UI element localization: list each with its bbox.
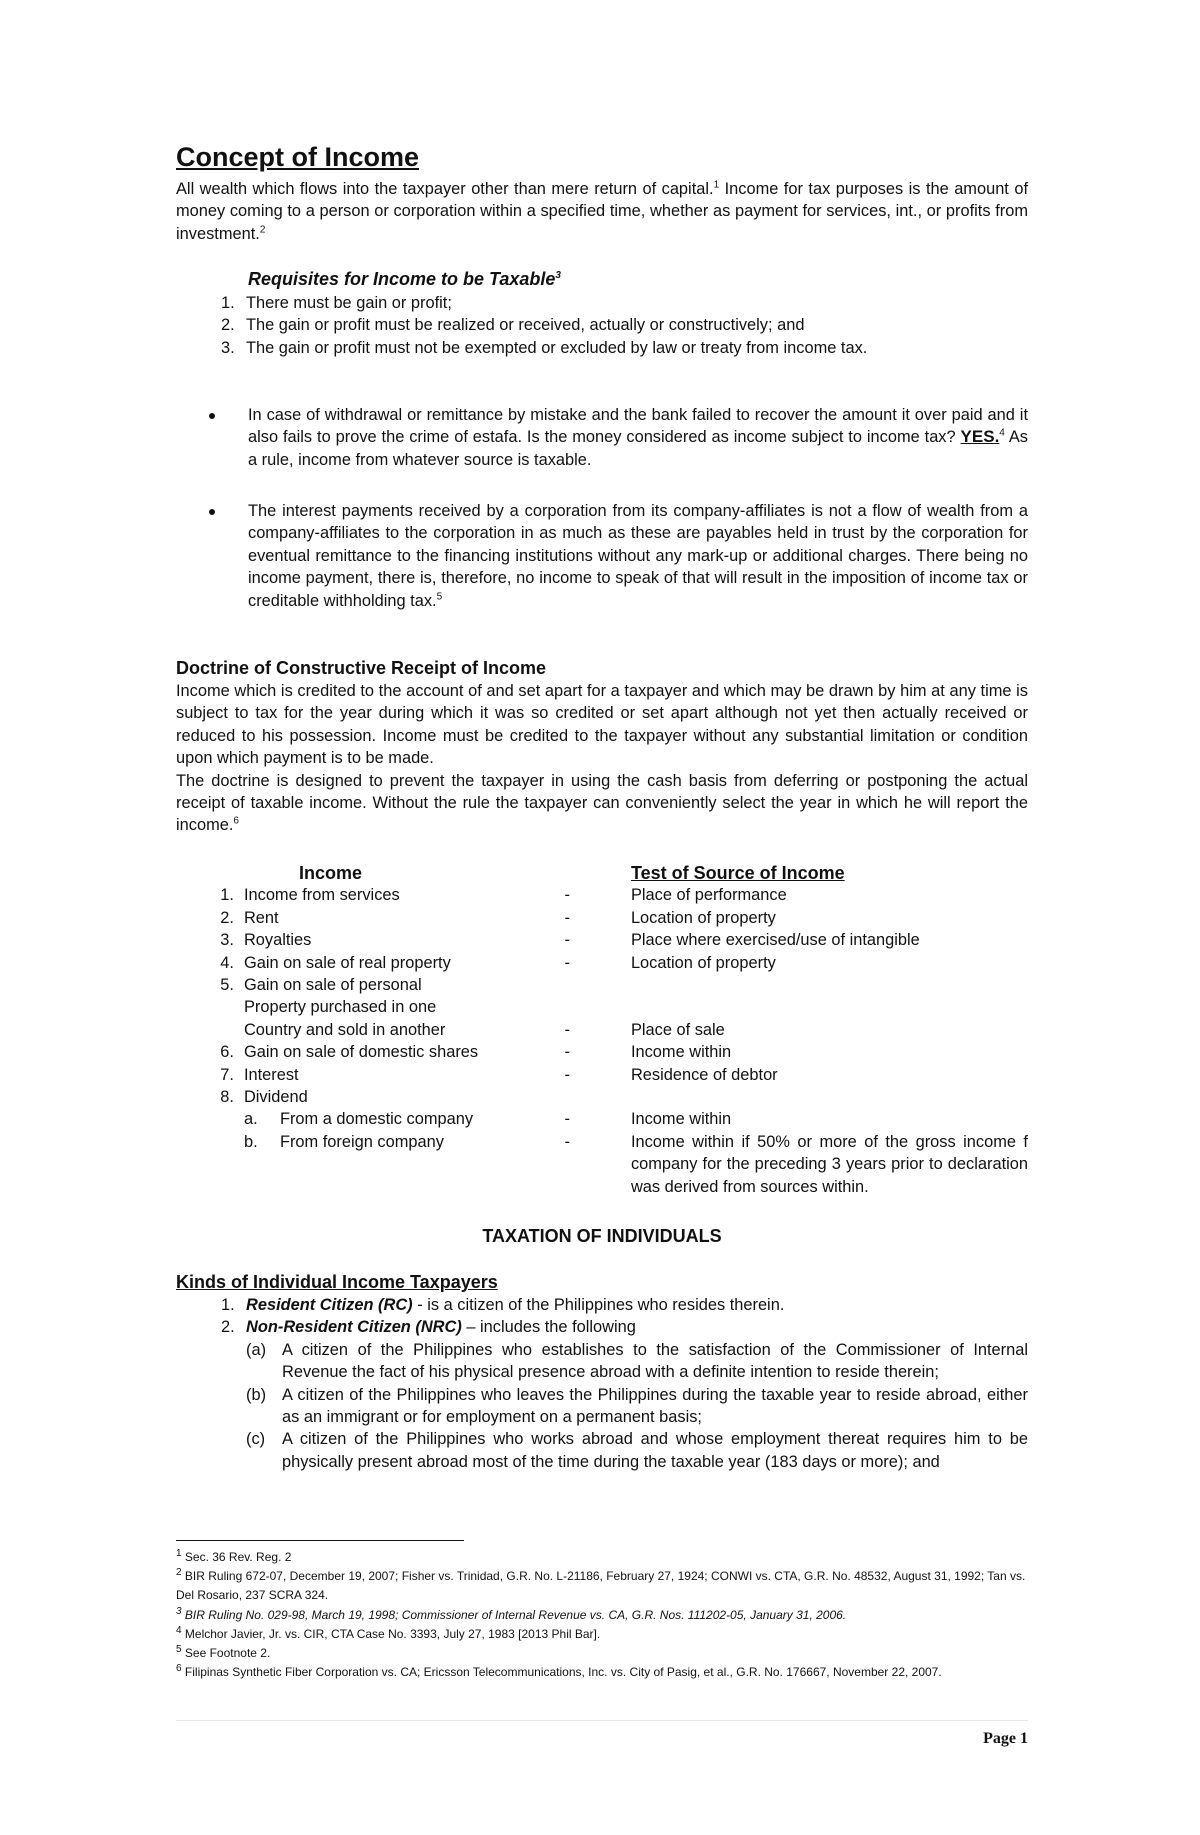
requisites-heading: Requisites for Income to be Taxable$^3$ bbox=[248, 269, 561, 289]
table-row: 4. Gain on sale of real property - Location of property bbox=[220, 953, 776, 972]
paragraph: The doctrine is designed to prevent the taxpayer in using the cash basis from deferring or postponing the actual receipt of taxable income. Without the rule the taxpayer can conveniently select the year in which he will report the income.$^6$ bbox=[176, 771, 1028, 835]
table-row: 1. Income from services - Place of performance bbox=[220, 886, 787, 905]
column-header-test: Test of Source of Income bbox=[630, 863, 845, 883]
page-title: Concept of Income bbox=[176, 142, 420, 172]
kinds-section bbox=[176, 1270, 1028, 1473]
list-item: (b) A citizen of the Philippines who leaves the Philippines during the taxable year to reside abroad, either as an immigrant or for employment on a permanent basis; bbox=[246, 1385, 1028, 1427]
footnote-ref[interactable]: 1 bbox=[713, 179, 720, 191]
footnote-ref[interactable]: 6 bbox=[233, 815, 239, 827]
footnote: $^1$ Sec. 36 Rev. Reg. 2 bbox=[176, 1548, 292, 1564]
doctrine-section bbox=[176, 656, 1028, 837]
table-row: b. From foreign company - Income within if 50% or more of the gross income f company for the preceding 3 years prior to declaration was derived from sources within. bbox=[243, 1132, 1028, 1196]
intro-text: Income for tax purposes is the amount of money coming to a person or corporation within a specified time, whether as payment for services, int., or profits from investment. bbox=[176, 180, 1028, 243]
table-row: Country and sold in another - Place of sale bbox=[243, 1020, 725, 1039]
table-row: 5. Gain on sale of personal bbox=[220, 976, 422, 995]
table-row: 8. Dividend bbox=[220, 1088, 308, 1107]
list-item: (c) A citizen of the Philippines who works abroad and whose employment thereat requires him to be physically present abroad most of the time during the taxable year (183 days or more); and bbox=[246, 1430, 1028, 1471]
footnote-ref[interactable]: 2 bbox=[259, 224, 266, 236]
footnote-ref[interactable]: 4 bbox=[999, 427, 1005, 439]
column-header-income: Income bbox=[298, 863, 362, 883]
section-heading: Kinds of Individual Income Taxpayers bbox=[176, 1272, 498, 1292]
bullet-icon bbox=[209, 413, 215, 419]
list-item: (a) A citizen of the Philippines who establishes to the satisfaction of the Commissioner of Internal Revenue the fact of his physical presence abroad with a definite intention to reside therein; bbox=[246, 1340, 1028, 1382]
list-item: 1. There must be gain or profit; bbox=[221, 294, 452, 312]
footnote: $^5$ See Footnote 2. bbox=[176, 1644, 271, 1661]
list-item: 2. Non-Resident Citizen (NRC) – includes the following bbox=[221, 1318, 636, 1337]
footnote-ref[interactable]: 3 bbox=[555, 270, 561, 281]
footnote-divider bbox=[176, 1540, 464, 1541]
page-number: Page 1 bbox=[983, 1730, 1028, 1747]
footnote-ref[interactable]: 5 bbox=[436, 591, 443, 603]
table-row: 6. Gain on sale of domestic shares - Income within bbox=[220, 1043, 732, 1062]
table-row: 3. Royalties - Place where exercised/use of intangible bbox=[220, 931, 920, 950]
list-item: 2. The gain or profit must be realized or received, actually or constructively; and bbox=[221, 316, 805, 335]
footnotes bbox=[176, 1548, 1028, 1682]
table-row: Property purchased in one bbox=[243, 998, 437, 1017]
table-row: a. From a domestic company - Income within bbox=[243, 1110, 732, 1129]
footnote: $^3$ BIR Ruling No. 029-98, March 19, 1998; Commissioner of Internal Revenue vs. CA, G.R. Nos. 111202-05, January 31, 2006. bbox=[176, 1605, 847, 1622]
footnote: $^2$ BIR Ruling 672-07, December 19, 2007; Fisher vs. Trinidad, G.R. No. L-21186, February 27, 1924; CONWI vs. CTA, G.R. No. 48532, August 31, 1992; Tan vs. Del Rosario, 237 SCRA 324. bbox=[176, 1567, 1026, 1603]
bullet-item: The interest payments received by a corporation from its company-affiliates is not a flow of wealth from a company-affiliates to the corporation in as much as these are payables held in trust by the corporation for eventual remittance to the financing institutions without any mark-up or additional charges. There being no income payment, there is, therefore, no income to speak of that will result in the imposition of income tax or creditable withholding tax.$^5$ bbox=[176, 500, 1028, 612]
intro-text: All wealth which flows into the taxpayer other than mere return of capital. bbox=[176, 180, 714, 198]
requisites-list bbox=[176, 292, 1028, 359]
list-item: 1. Resident Citizen (RC) - is a citizen of the Philippines who resides therein. bbox=[221, 1296, 785, 1314]
table-row: 2. Rent - Location of property bbox=[220, 908, 776, 927]
paragraph: Income which is credited to the account of and set apart for a taxpayer and which may be drawn by him at any time is subject to tax for the year during which it was so credited or set apart although not yet then actually received or reduced to his possession. Income must be credited to the taxpayer without any substantial limitation or condition upon which payment is to be made. bbox=[176, 682, 1028, 768]
table-row: 7. Interest - Residence of debtor bbox=[220, 1065, 778, 1084]
bullet-item: In case of withdrawal or remittance by mistake and the bank failed to recover the amount it over paid and it also fails to prove the crime of estafa. Is the money considered as income subject to income tax? YES.$^4$ As a rule, income from whatever source is taxable. bbox=[176, 404, 1028, 471]
yes-answer: YES bbox=[960, 427, 995, 447]
page-footer-divider bbox=[176, 1720, 1028, 1721]
source-table bbox=[176, 862, 1028, 1198]
footnote: $^6$ Filipinas Synthetic Fiber Corporation vs. CA; Ericsson Telecommunications, Inc. vs. City of Pasig, et al., G.R. No. 176667, November 22, 2007. bbox=[176, 1663, 942, 1680]
list-item: 3. The gain or profit must not be exempted or excluded by law or treaty from income tax. bbox=[221, 338, 868, 357]
footnote: $^4$ Melchor Javier, Jr. vs. CIR, CTA Case No. 3393, July 27, 1983 [2013 Phil Bar]. bbox=[176, 1624, 601, 1641]
section-heading: Doctrine of Constructive Receipt of Income bbox=[176, 658, 547, 678]
bullet-icon bbox=[209, 509, 215, 515]
intro-paragraph bbox=[176, 178, 1028, 245]
section-heading: TAXATION OF INDIVIDUALS bbox=[482, 1226, 722, 1246]
